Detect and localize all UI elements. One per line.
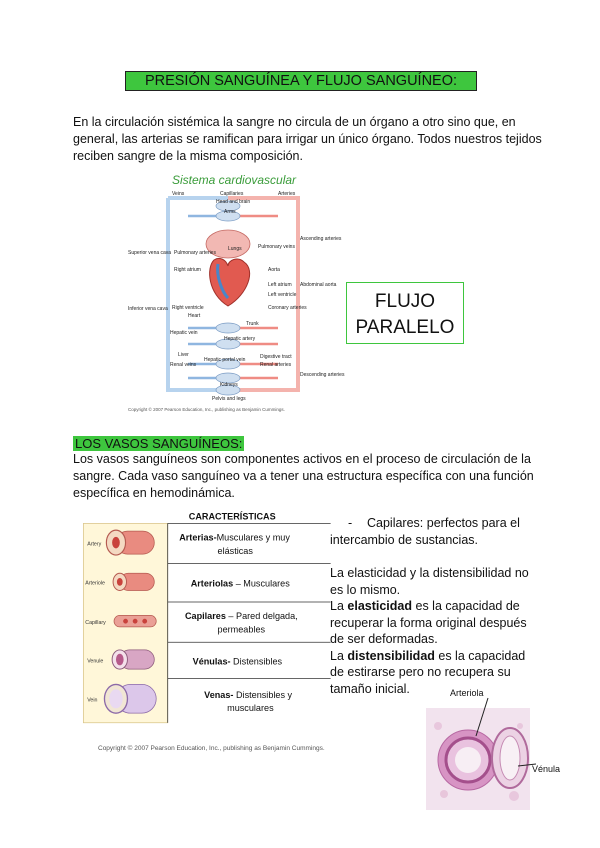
section-title: LOS VASOS SANGUÍNEOS:	[75, 436, 243, 451]
svg-text:musculares: musculares	[227, 703, 274, 714]
svg-text:Kidneys: Kidneys	[220, 382, 238, 388]
table-row: Arteriolas – Musculares	[190, 578, 290, 589]
side-label: Artery	[87, 541, 102, 548]
svg-text:permeables: permeables	[217, 624, 266, 635]
svg-text:Superior vena cava: Superior vena cava	[128, 250, 172, 256]
svg-text:Left ventricle: Left ventricle	[268, 292, 297, 298]
svg-text:Heart: Heart	[188, 313, 201, 319]
vein-illustration	[104, 684, 156, 713]
table-row: Vénulas- Distensibles	[192, 656, 283, 667]
side-label: Vein	[87, 697, 98, 704]
venula-label: Vénula	[532, 764, 561, 774]
svg-text:Abdominal aorta: Abdominal aorta	[300, 282, 337, 288]
vessel-table	[78, 510, 336, 740]
vasos-paragraph	[73, 451, 543, 502]
capillary-illustration	[114, 615, 156, 627]
svg-text:Pulmonary arteries: Pulmonary arteries	[174, 250, 216, 256]
venule-illustration	[112, 650, 154, 669]
side-label: Arteriole	[85, 580, 105, 587]
svg-text:Renal arteries: Renal arteries	[260, 362, 292, 368]
svg-text:Arteries: Arteries	[278, 191, 296, 197]
svg-text:Hepatic vein: Hepatic vein	[170, 330, 198, 336]
svg-text:Renal veins: Renal veins	[170, 362, 197, 368]
table-row: Capilares – Pared delgada,	[184, 611, 298, 622]
artery-illustration	[106, 530, 154, 555]
arteriola-label: Arteriola	[450, 688, 484, 698]
svg-text:Pulmonary veins: Pulmonary veins	[258, 244, 295, 250]
side-label: Venule	[87, 658, 104, 665]
table-row: Arterias-Musculares y muy	[179, 532, 290, 543]
capilares-bullet: - Capilares: perfectos para el intercambio de sustancias.	[330, 516, 520, 547]
arteriole-illustration	[113, 573, 154, 590]
svg-text:Coronary arteries: Coronary arteries	[268, 305, 307, 311]
vasos-line: específica en hemodinámica.	[73, 486, 235, 500]
svg-text:Ascending arteries: Ascending arteries	[300, 236, 342, 242]
svg-text:Inferior vena cava: Inferior vena cava	[128, 306, 168, 312]
svg-text:Arms: Arms	[224, 209, 236, 215]
svg-text:Hepatic portal vein: Hepatic portal vein	[204, 357, 246, 363]
intro-paragraph	[73, 114, 543, 165]
svg-text:Lungs: Lungs	[228, 246, 242, 252]
svg-text:Hepatic artery: Hepatic artery	[224, 336, 256, 342]
svg-text:Aorta: Aorta	[268, 267, 280, 273]
svg-text:Veins: Veins	[172, 191, 185, 197]
elasticity-text: La elasticidad y la distensibilidad no es lo mismo. La elasticidad es la capacidad de recuperar la forma original después de ser deformadas. La distensibilidad es la capacidad de estirarse pero no recupera su tamaño inicial.	[330, 566, 529, 696]
intro-line: En la circulación sistémica la sangre no circula de un órgano a otro sino que, en	[73, 115, 516, 129]
svg-text:Right atrium: Right atrium	[174, 267, 201, 273]
table-row: Venas- Distensibles y	[204, 689, 293, 700]
svg-text:Head and brain: Head and brain	[216, 199, 251, 205]
svg-text:Liver: Liver	[178, 352, 189, 358]
flujo-paralelo-box	[346, 282, 464, 344]
histology-micrograph	[424, 686, 564, 812]
intro-line: reciben sangre de la misma composición.	[73, 149, 303, 163]
vasos-line: sangre. Cada vaso sanguíneo va a tener una estructura específica con una función	[73, 469, 534, 483]
table-copyright: Copyright © 2007 Pearson Education, Inc., publishing as Benjamin Cummings.	[98, 745, 325, 752]
table-heading: CARACTERÍSTICAS	[188, 511, 276, 522]
svg-text:Descending arteries: Descending arteries	[300, 372, 345, 378]
term-elasticidad: elasticidad	[347, 599, 413, 613]
vasos-line: Los vasos sanguíneos son componentes activos en el proceso de circulación de la	[73, 452, 531, 466]
svg-text:Right ventricle: Right ventricle	[172, 305, 204, 311]
cardiovascular-diagram	[128, 168, 345, 414]
term-distensibilidad: distensibilidad	[347, 648, 435, 663]
svg-text:Capillaries: Capillaries	[220, 191, 244, 197]
diagram-copyright: Copyright © 2007 Pearson Education, Inc., publishing as Benjamin Cummings.	[128, 407, 285, 412]
svg-text:Pelvis and legs: Pelvis and legs	[212, 396, 246, 402]
flujo-line: FLUJO	[374, 291, 436, 312]
diagram-title: Sistema cardiovascular	[172, 173, 297, 187]
intro-line: general, las arterias se ramifican para irrigar un único órgano. Todos nuestros tejidos	[73, 132, 542, 146]
svg-text:Left atrium: Left atrium	[268, 282, 292, 288]
bullet-dash: -	[348, 516, 353, 530]
side-label: Capillary	[85, 620, 106, 627]
svg-text:Trunk: Trunk	[246, 321, 259, 327]
flujo-line: PARALELO	[355, 317, 455, 338]
svg-text:elásticas: elásticas	[217, 546, 253, 557]
page-title: PRESIÓN SANGUÍNEA Y FLUJO SANGUÍNEO:	[125, 71, 477, 91]
svg-text:Digestive tract: Digestive tract	[260, 354, 292, 360]
